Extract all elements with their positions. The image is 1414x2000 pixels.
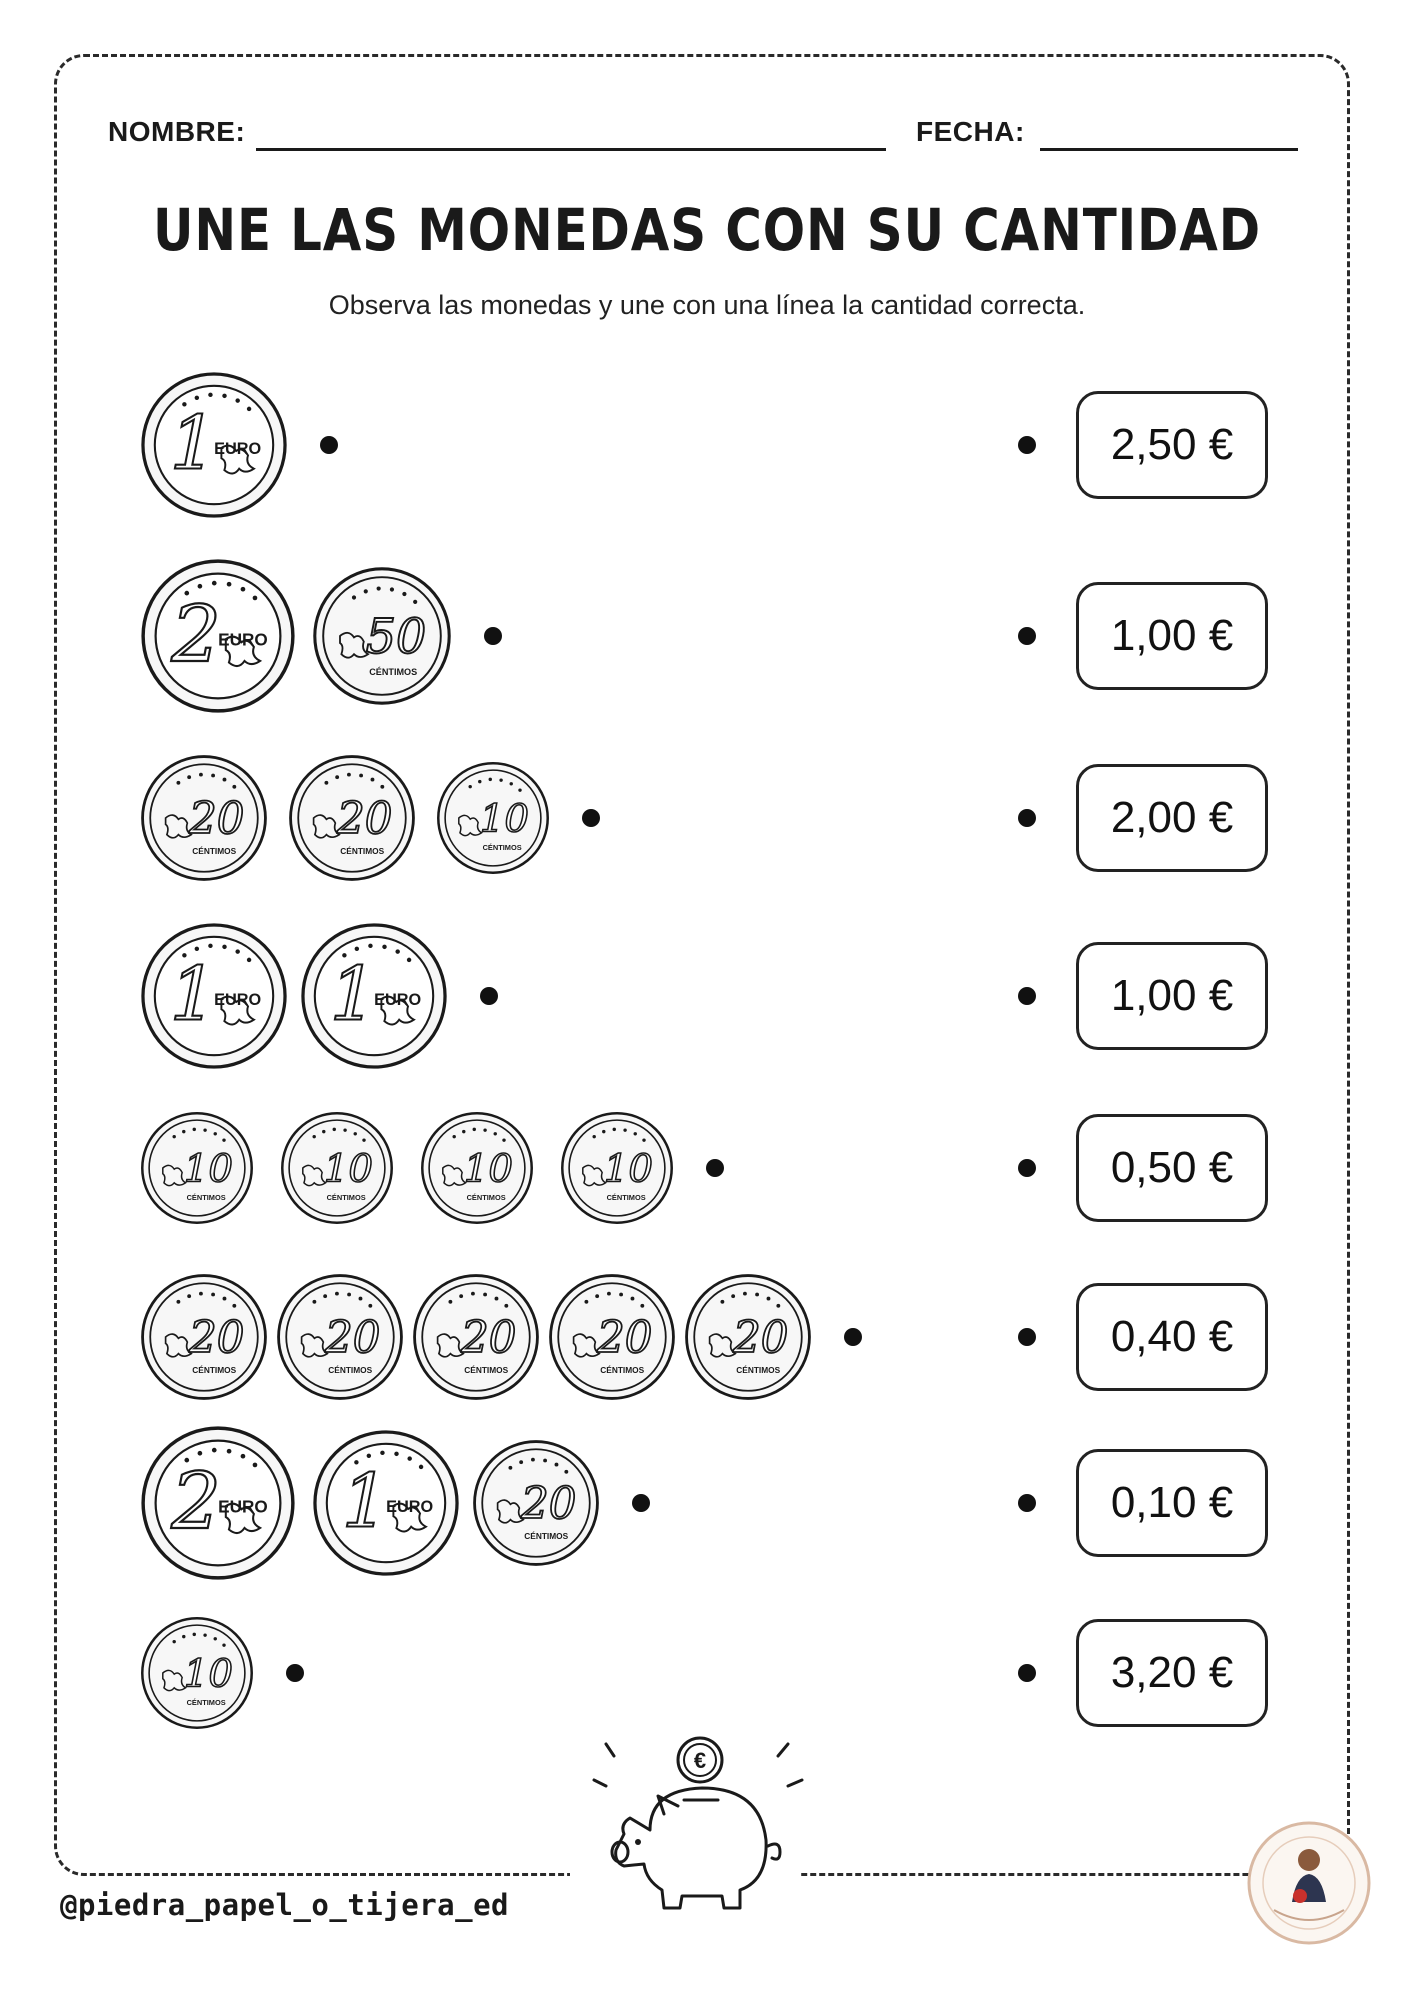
coin [140,922,288,1074]
euro-coin-icon [280,1111,394,1225]
coin-value-label: 20 [461,1313,517,1364]
piggy-coin-symbol: € [693,1748,707,1773]
coin-value-label: 20 [189,1313,245,1364]
coin-value-label: 20 [337,794,393,845]
author-seal-icon [1244,1818,1374,1948]
coin-value-label: 10 [183,1146,234,1192]
coin [140,1111,254,1229]
coin [548,1273,676,1405]
euro-coin-icon [472,1439,600,1567]
worksheet-instructions: Observa las monedas y une con una línea la cantidad correcta. [328,290,1086,320]
euro-coin-icon [276,1273,404,1401]
right-connect-dot[interactable] [1018,436,1036,454]
coin-euro-legend: EURO [218,1496,268,1517]
name-field-line[interactable] [256,148,886,151]
coin-value-label: 50 [365,609,427,665]
euro-coin-icon [412,1273,540,1401]
left-connect-dot[interactable] [480,987,498,1005]
left-connect-dot[interactable] [844,1328,862,1346]
euro-coin-icon [312,1429,460,1577]
coin-value-label: 1 [341,1458,389,1545]
date-label: FECHA: [916,116,1025,147]
right-connect-dot[interactable] [1018,627,1036,645]
amount-box[interactable]: 1,00 € [1076,582,1268,690]
coin-value-label: 2 [171,589,221,680]
coin-cents-legend: CÉNTIMOS [326,1192,366,1202]
author-handle: @piedra_papel_o_tijera_ed [60,1888,509,1922]
amount-box[interactable]: 1,00 € [1076,942,1268,1050]
right-connect-dot[interactable] [1018,1664,1036,1682]
coin-value-label: 20 [325,1313,381,1364]
coin-cents-legend: CÉNTIMOS [340,845,385,856]
left-connect-dot[interactable] [706,1159,724,1177]
euro-coin-icon [140,1273,268,1401]
coin [420,1111,534,1229]
coin [140,754,268,886]
amount-box[interactable]: 3,20 € [1076,1619,1268,1727]
euro-coin-icon [288,754,416,882]
euro-coin-icon [420,1111,534,1225]
right-connect-dot[interactable] [1018,987,1036,1005]
coin [312,1429,460,1581]
euro-coin-icon [140,1425,296,1581]
amount-box[interactable]: 0,40 € [1076,1283,1268,1391]
coin-cents-legend: CÉNTIMOS [186,1697,226,1707]
coin-value-label: 2 [171,1456,221,1547]
coin [140,371,288,523]
euro-coin-icon [140,754,268,882]
coin [140,1425,296,1585]
coin [140,558,296,718]
coin-cents-legend: CÉNTIMOS [369,667,418,678]
coin [472,1439,600,1571]
coin [280,1111,394,1229]
euro-coin-icon [312,566,452,706]
left-connect-dot[interactable] [286,1664,304,1682]
coin-value-label: 10 [479,796,530,842]
coin [288,754,416,886]
coin-cents-legend: CÉNTIMOS [466,1192,506,1202]
euro-coin-icon [140,1616,254,1730]
euro-coin-icon [436,761,550,875]
left-connect-dot[interactable] [582,809,600,827]
amount-box[interactable]: 0,50 € [1076,1114,1268,1222]
coin-euro-legend: EURO [374,990,422,1009]
coin-euro-legend: EURO [218,629,268,650]
coin-cents-legend: CÉNTIMOS [186,1192,226,1202]
amount-box[interactable]: 0,10 € [1076,1449,1268,1557]
coin-value-label: 10 [183,1651,234,1697]
coin-value-label: 1 [329,951,377,1038]
euro-coin-icon [548,1273,676,1401]
name-label: NOMBRE: [108,116,246,147]
coin [276,1273,404,1405]
euro-coin-icon [140,1111,254,1225]
coin [684,1273,812,1405]
right-connect-dot[interactable] [1018,1494,1036,1512]
coin-value-label: 10 [323,1146,374,1192]
coin-value-label: 20 [521,1479,577,1530]
piggy-bank-icon [580,1730,820,1920]
coin-value-label: 10 [603,1146,654,1192]
date-field-line[interactable] [1040,148,1298,151]
coin [560,1111,674,1229]
coin-euro-legend: EURO [386,1497,434,1516]
coin [312,566,452,710]
coin-cents-legend: CÉNTIMOS [736,1364,781,1375]
euro-coin-icon [140,371,288,519]
right-connect-dot[interactable] [1018,1159,1036,1177]
left-connect-dot[interactable] [484,627,502,645]
euro-coin-icon [300,922,448,1070]
coin-cents-legend: CÉNTIMOS [192,845,237,856]
coin-cents-legend: CÉNTIMOS [328,1364,373,1375]
coin-cents-legend: CÉNTIMOS [482,842,522,852]
amount-box[interactable]: 2,50 € [1076,391,1268,499]
coin-value-label: 10 [463,1146,514,1192]
coin [140,1616,254,1734]
left-connect-dot[interactable] [320,436,338,454]
coin-cents-legend: CÉNTIMOS [524,1530,569,1541]
coin-value-label: 1 [169,400,217,487]
euro-coin-icon [684,1273,812,1401]
coin-euro-legend: EURO [214,439,262,458]
euro-coin-icon [560,1111,674,1225]
coin-cents-legend: CÉNTIMOS [606,1192,646,1202]
coin [300,922,448,1074]
euro-coin-icon [140,922,288,1070]
amount-box[interactable]: 2,00 € [1076,764,1268,872]
worksheet-title: UNE LAS MONEDAS CON SU CANTIDAD [152,196,1262,264]
coin-cents-legend: CÉNTIMOS [192,1364,237,1375]
coin [412,1273,540,1405]
left-connect-dot[interactable] [632,1494,650,1512]
coin-value-label: 20 [733,1313,789,1364]
coin [436,761,550,879]
right-connect-dot[interactable] [1018,1328,1036,1346]
coin-cents-legend: CÉNTIMOS [464,1364,509,1375]
coin-cents-legend: CÉNTIMOS [600,1364,645,1375]
euro-coin-icon [140,558,296,714]
coin-euro-legend: EURO [214,990,262,1009]
coin-value-label: 20 [597,1313,653,1364]
coin [140,1273,268,1405]
right-connect-dot[interactable] [1018,809,1036,827]
coin-value-label: 1 [169,951,217,1038]
coin-value-label: 20 [189,794,245,845]
